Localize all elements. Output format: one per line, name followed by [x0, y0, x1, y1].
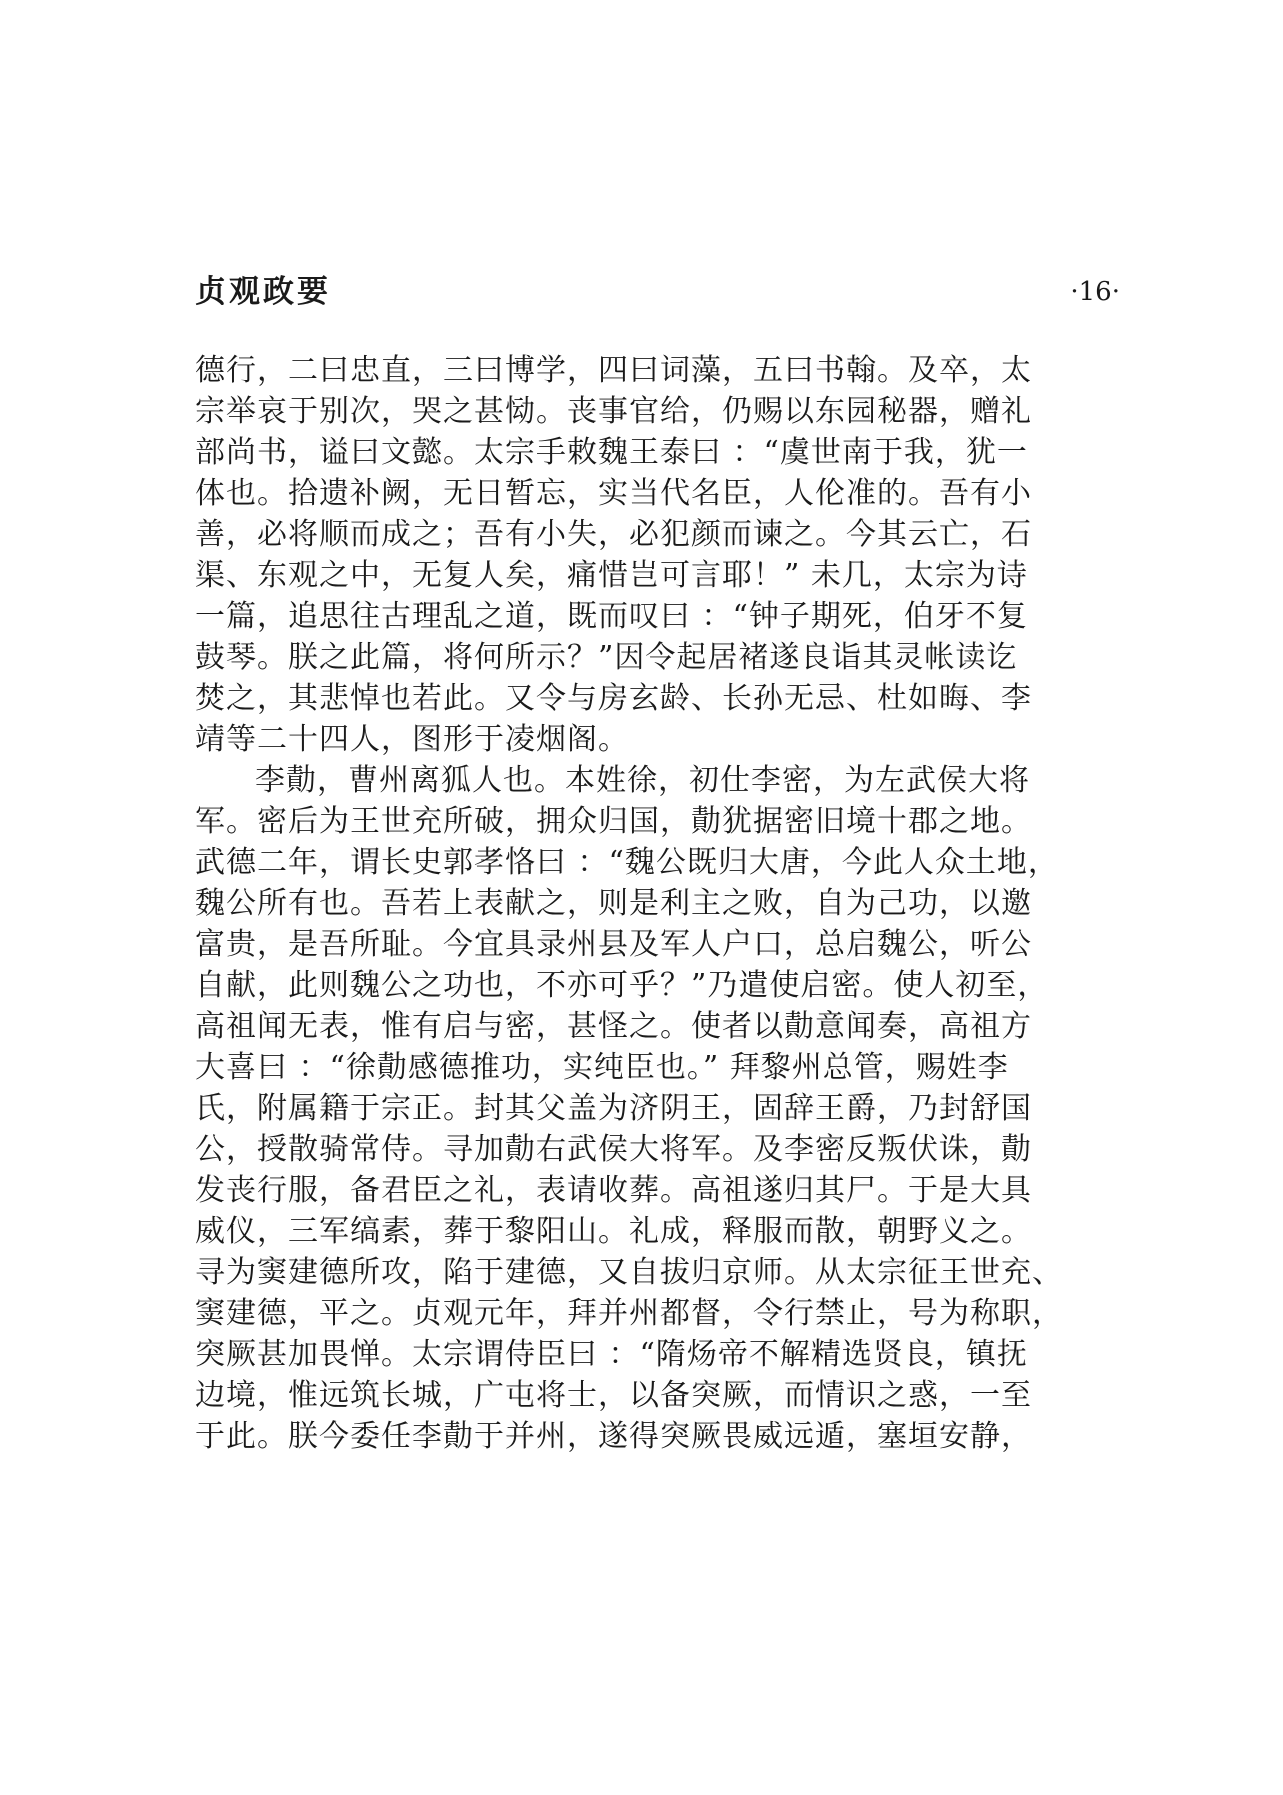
body-text: [195, 350, 1095, 1457]
text-line: 于此。朕今委任李勣于并州，遂得突厥畏威远遁，塞垣安静，: [195, 1419, 1032, 1454]
text-line: 威仪，三军缟素，葬于黎阳山。礼成，释服而散，朝野义之。: [195, 1214, 1032, 1249]
text-line: 德行，二曰忠直，三曰博学，四曰词藻，五曰书翰。及卒，太: [195, 353, 1032, 388]
text-line: 部尚书，谥曰文懿。太宗手敕魏王泰曰 ：“虞世南于我，犹一: [195, 435, 1028, 470]
text-line: 富贵，是吾所耻。今宜具录州县及军人户口，总启魏公，听公: [195, 927, 1032, 962]
text-line: 焚之，其悲悼也若此。又令与房玄龄、长孙无忌、杜如晦、李: [195, 681, 1032, 716]
text-line: 窦建德，平之。贞观元年，拜并州都督，令行禁止，号为称职，: [195, 1296, 1063, 1331]
text-line: 魏公所有也。吾若上表献之，则是利主之败，自为己功，以邀: [195, 886, 1032, 921]
text-line: 发丧行服，备君臣之礼，表请收葬。高祖遂归其尸。于是大具: [195, 1173, 1032, 1208]
text-line: 宗举哀于别次，哭之甚恸。丧事官给，仍赐以东园秘器，赠礼: [195, 394, 1032, 429]
text-line: 一篇，追思往古理乱之道，既而叹曰 ：“钟子期死，伯牙不复: [195, 599, 1028, 634]
text-line: 军。密后为王世充所破，拥众归国，勣犹据密旧境十郡之地。: [195, 804, 1032, 839]
page-number: ·16·: [1070, 277, 1120, 307]
text-line: 鼓琴。朕之此篇，将何所示？”因令起居褚遂良诣其灵帐读讫: [195, 640, 1018, 675]
text-line: 高祖闻无表，惟有启与密，甚怪之。使者以勣意闻奏，高祖方: [195, 1009, 1032, 1044]
paragraph-first-line: 李勣，曹州离狐人也。本姓徐，初仕李密，为左武侯大将: [255, 763, 1030, 798]
page-header: [195, 272, 1120, 316]
text-line: 靖等二十四人，图形于凌烟阁。: [195, 722, 629, 757]
text-line: 渠、东观之中，无复人矣，痛惜岂可言耶！” 未几，太宗为诗: [195, 558, 1028, 593]
text-line: 武德二年，谓长史郭孝恪曰 ：“魏公既归大唐，今此人众土地，: [195, 845, 1059, 880]
text-line: 善，必将顺而成之；吾有小失，必犯颜而谏之。今其云亡，石: [195, 517, 1032, 552]
text-line: 氏，附属籍于宗正。封其父盖为济阴王，固辞王爵，乃封舒国: [195, 1091, 1032, 1126]
text-line: 大喜曰 ：“徐勣感德推功，实纯臣也。” 拜黎州总管，赐姓李: [195, 1050, 1009, 1085]
text-line: 体也。拾遗补阙，无日暂忘，实当代名臣，人伦准的。吾有小: [195, 476, 1032, 511]
text-line: 自献，此则魏公之功也，不亦可乎？”乃遣使启密。使人初至，: [195, 968, 1049, 1003]
text-line: 边境，惟远筑长城，广屯将士，以备突厥，而情识之惑，一至: [195, 1378, 1032, 1413]
book-title: 贞观政要: [195, 274, 331, 310]
text-line: 寻为窦建德所攻，陷于建德，又自拔归京师。从太宗征王世充、: [195, 1255, 1063, 1290]
text-line: 突厥甚加畏惮。太宗谓侍臣曰 ：“隋炀帝不解精选贤良，镇抚: [195, 1337, 1028, 1372]
text-line: 公，授散骑常侍。寻加勣右武侯大将军。及李密反叛伏诛，勣: [195, 1132, 1032, 1167]
